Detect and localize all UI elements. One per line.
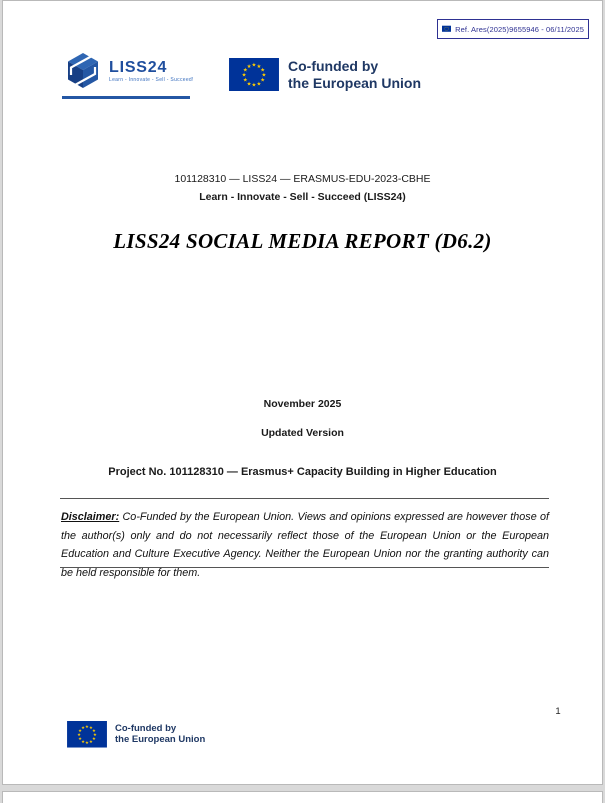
liss24-logo-tagline: Learn - Innovate - Sell - Succeed! bbox=[109, 77, 194, 83]
project-number-line: Project No. 101128310 — Erasmus+ Capacity Building in Higher Education bbox=[108, 466, 497, 478]
document-page-2 bbox=[2, 791, 603, 803]
eu-cofunded-footer-line1: Co-funded by bbox=[115, 722, 177, 734]
project-reference-line: 101128310 — LISS24 — ERASMUS-EDU-2023-CBHE bbox=[174, 173, 431, 185]
eu-flag-icon bbox=[229, 58, 279, 91]
project-motto-line: Learn - Innovate - Sell - Succeed (LISS24) bbox=[199, 191, 406, 203]
liss24-cube-icon bbox=[63, 51, 103, 91]
eu-cofunded-logo-header bbox=[229, 58, 421, 91]
disclaimer-label: Disclaimer: bbox=[61, 511, 120, 523]
eu-flag-icon bbox=[67, 721, 107, 748]
page-number: 1 bbox=[555, 706, 561, 717]
report-date: November 2025 bbox=[263, 398, 342, 410]
report-version: Updated Version bbox=[261, 427, 344, 439]
disclaimer-top-rule bbox=[60, 498, 549, 499]
report-title: LISS24 SOCIAL MEDIA REPORT (D6.2) bbox=[113, 229, 492, 253]
eu-cofunded-line1: Co-funded by bbox=[288, 58, 379, 75]
eu-cofunded-footer-line2: the European Union bbox=[115, 734, 206, 746]
eu-cofunded-text bbox=[288, 58, 421, 91]
eu-cofunded-logo-footer bbox=[67, 721, 205, 748]
ares-ref-text: Ref. Ares(2025)9655946 - 06/11/2025 bbox=[455, 24, 584, 34]
disclaimer-text: Co-Funded by the European Union. Views and opinions expressed are however those of the author(s) only and do not necessarily reflect those of the European Union or the European Education and Culture Executive Agency. Neither the European Union nor the granting authority can be held responsible for them. bbox=[61, 511, 549, 579]
liss24-logo-text bbox=[109, 59, 194, 83]
disclaimer-paragraph bbox=[61, 508, 549, 582]
eu-cofunded-text-footer bbox=[115, 723, 205, 746]
eu-flag-icon bbox=[442, 24, 451, 34]
document-page-1 bbox=[2, 0, 603, 785]
liss24-logo bbox=[63, 51, 194, 91]
eu-cofunded-line2: the European Union bbox=[288, 74, 421, 91]
disclaimer-bottom-rule bbox=[60, 567, 549, 568]
liss24-logo-name: LISS24 bbox=[109, 59, 168, 76]
ares-registration-stamp bbox=[437, 19, 589, 39]
liss24-logo-underline bbox=[62, 96, 190, 99]
